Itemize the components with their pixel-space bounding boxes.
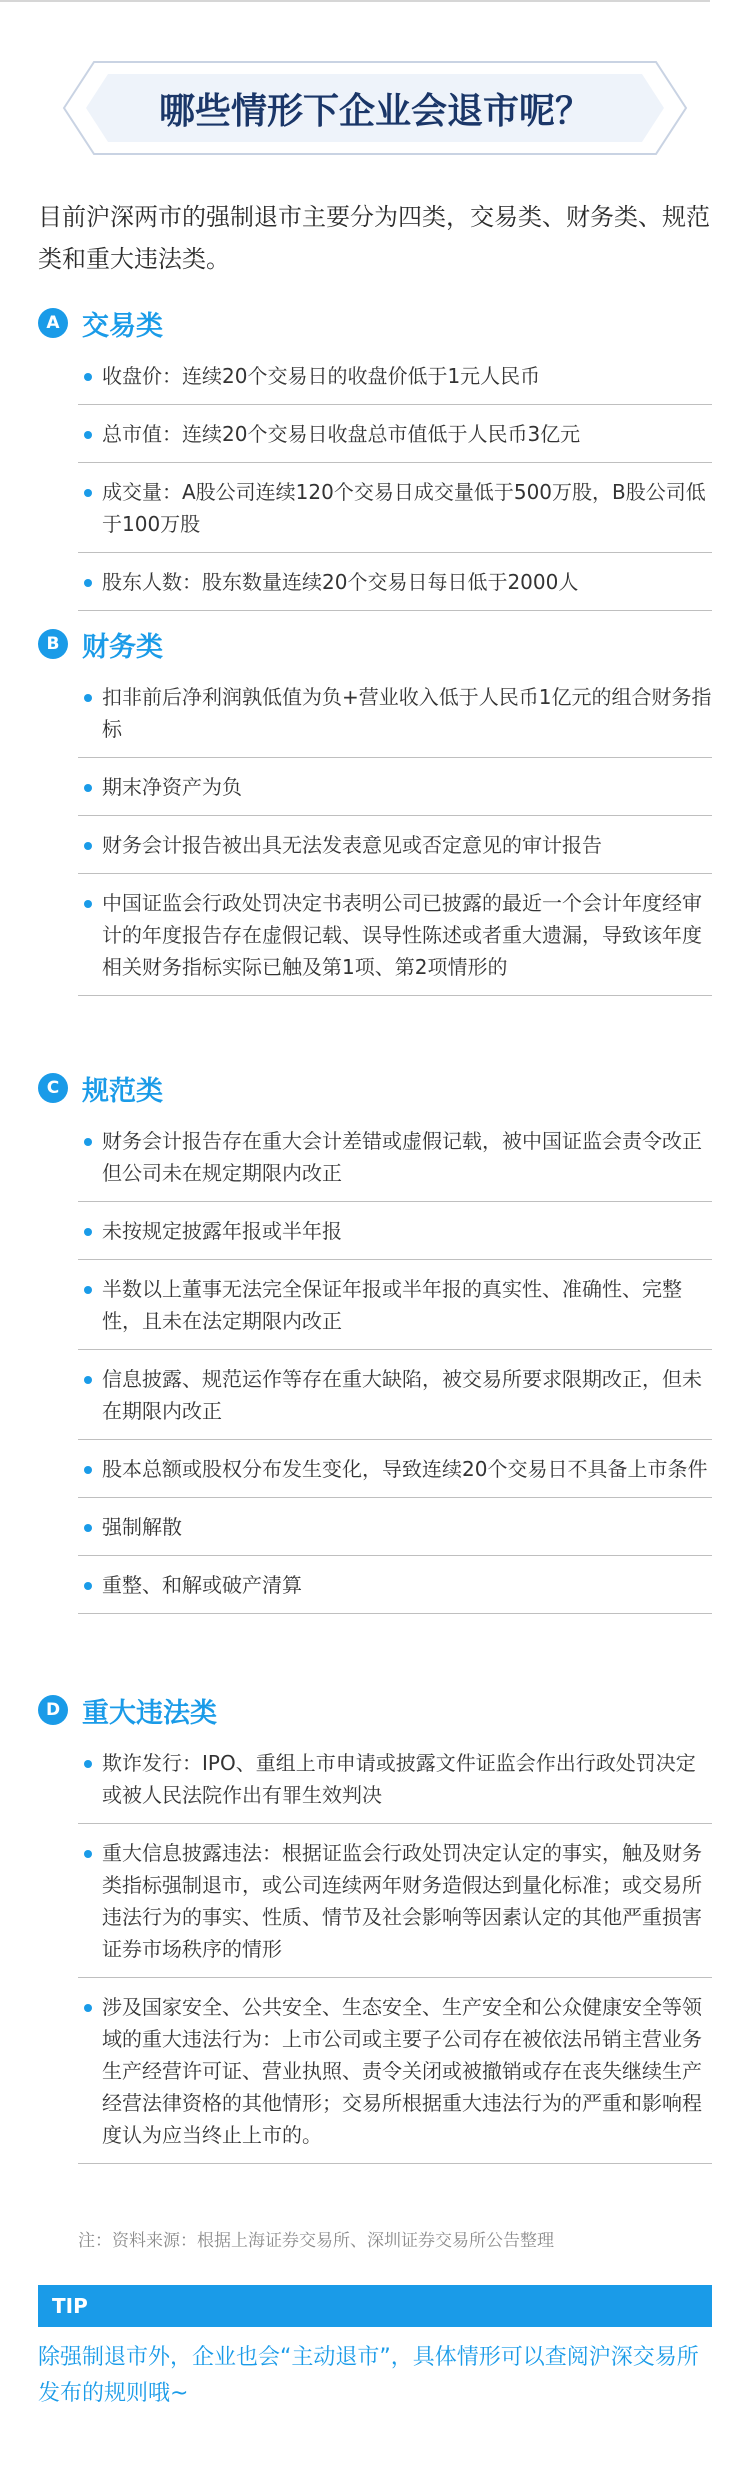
section-header <box>38 624 712 664</box>
page-title: 哪些情形下企业会退市呢？ <box>158 90 591 132</box>
list-item-text: 财务会计报告被出具无法发表意见或否定意见的审计报告 <box>102 833 602 857</box>
list-item <box>78 816 712 874</box>
intro-paragraph: 目前沪深两市的强制退市主要分为四类，交易类、财务类、规范类和重大违法类。 <box>38 203 710 273</box>
bullet-dot-icon <box>84 900 92 908</box>
list-item <box>78 347 712 405</box>
list-item <box>78 1734 712 1824</box>
section-badge: A <box>38 308 68 338</box>
list-item-text: 股本总额或股权分布发生变化，导致连续20个交易日不具备上市条件 <box>102 1457 708 1481</box>
bullet-dot-icon <box>84 1466 92 1474</box>
list-item <box>78 553 712 611</box>
source-note: 注：资料来源：根据上海证券交易所、深圳证券交易所公告整理 <box>78 2231 554 2251</box>
list-item-text: 涉及国家安全、公共安全、生态安全、生产安全和公众健康安全等领域的重大违法行为：上市公司或主要子公司存在被依法吊销主营业务生产经营许可证、营业执照、责令关闭或被撤销或存在丧失继续生产经营法律资格的其他情形；交易所根据重大违法行为的严重和影响程度认为应当终止上市的。 <box>102 1995 702 2147</box>
section-header <box>38 1068 712 1108</box>
list-item <box>78 1440 712 1498</box>
list-item <box>78 1556 712 1614</box>
section-major-violation <box>38 1690 712 2164</box>
list-item <box>78 405 712 463</box>
list-item <box>78 1824 712 1978</box>
list-item-text: 未按规定披露年报或半年报 <box>102 1219 342 1243</box>
bullet-dot-icon <box>84 1760 92 1768</box>
section-title: 规范类 <box>82 1075 163 1107</box>
list-item-text: 扣非前后净利润孰低值为负+营业收入低于人民币1亿元的组合财务指标 <box>102 685 712 741</box>
list-item-text: 成交量：A股公司连续120个交易日成交量低于500万股，B股公司低于100万股 <box>102 480 706 536</box>
list-item <box>78 1498 712 1556</box>
list-item-text: 重大信息披露违法：根据证监会行政处罚决定认定的事实，触及财务类指标强制退市，或公司连续两年财务造假达到量化标准；或交易所违法行为的事实、性质、情节及社会影响等因素认定的其他严重损害证券市场秩序的情形 <box>102 1841 702 1961</box>
list-item-text: 股东人数：股东数量连续20个交易日每日低于2000人 <box>102 570 579 594</box>
section-title: 重大违法类 <box>82 1697 217 1729</box>
bullet-dot-icon <box>84 842 92 850</box>
list-item <box>78 1202 712 1260</box>
list-item-text: 信息披露、规范运作等存在重大缺陷，被交易所要求限期改正，但未在期限内改正 <box>102 1367 702 1423</box>
bullet-dot-icon <box>84 579 92 587</box>
list-item-text: 财务会计报告存在重大会计差错或虚假记载，被中国证监会责令改正但公司未在规定期限内改正 <box>102 1129 702 1185</box>
tip-text: 除强制退市外，企业也会“主动退市”，具体情形可以查阅沪深交易所发布的规则哦~ <box>38 2345 699 2406</box>
list-item <box>78 1978 712 2164</box>
bullet-dot-icon <box>84 1582 92 1590</box>
list-item-text: 期末净资产为负 <box>102 775 242 799</box>
section-title: 财务类 <box>82 631 163 663</box>
bullet-dot-icon <box>84 1138 92 1146</box>
bullet-dot-icon <box>84 1524 92 1532</box>
section-title: 交易类 <box>82 310 163 342</box>
section-list <box>38 347 712 611</box>
list-item-text: 总市值：连续20个交易日收盘总市值低于人民币3亿元 <box>102 422 581 446</box>
list-item <box>78 1350 712 1440</box>
section-compliance <box>38 1068 712 1614</box>
section-list <box>38 1112 712 1614</box>
list-item <box>78 758 712 816</box>
list-item-text: 强制解散 <box>102 1515 182 1539</box>
section-list <box>38 1734 712 2164</box>
section-trading <box>38 303 712 611</box>
list-item <box>78 874 712 996</box>
list-item <box>78 463 712 553</box>
bullet-dot-icon <box>84 431 92 439</box>
top-divider <box>0 0 710 2</box>
list-item-text: 收盘价：连续20个交易日的收盘价低于1元人民币 <box>102 364 541 388</box>
section-badge: C <box>38 1073 68 1103</box>
section-badge: D <box>38 1695 68 1725</box>
list-item <box>78 1260 712 1350</box>
bullet-dot-icon <box>84 1286 92 1294</box>
title-banner <box>60 58 690 158</box>
list-item-text: 重整、和解或破产清算 <box>102 1573 302 1597</box>
list-item <box>78 668 712 758</box>
section-financial <box>38 624 712 996</box>
bullet-dot-icon <box>84 694 92 702</box>
section-list <box>38 668 712 996</box>
section-badge: B <box>38 629 68 659</box>
tip-header: TIP <box>38 2285 712 2327</box>
bullet-dot-icon <box>84 373 92 381</box>
list-item-text: 欺诈发行：IPO、重组上市申请或披露文件证监会作出行政处罚决定或被人民法院作出有罪生效判决 <box>102 1751 696 1807</box>
bullet-dot-icon <box>84 2004 92 2012</box>
list-item <box>78 1112 712 1202</box>
bullet-dot-icon <box>84 1228 92 1236</box>
bullet-dot-icon <box>84 1850 92 1858</box>
list-item-text: 半数以上董事无法完全保证年报或半年报的真实性、准确性、完整性，且未在法定期限内改正 <box>102 1277 682 1333</box>
bullet-dot-icon <box>84 1376 92 1384</box>
bullet-dot-icon <box>84 489 92 497</box>
section-header <box>38 1690 712 1730</box>
bullet-dot-icon <box>84 784 92 792</box>
section-header <box>38 303 712 343</box>
list-item-text: 中国证监会行政处罚决定书表明公司已披露的最近一个会计年度经审计的年度报告存在虚假记载、误导性陈述或者重大遗漏，导致该年度相关财务指标实际已触及第1项、第2项情形的 <box>102 891 702 979</box>
